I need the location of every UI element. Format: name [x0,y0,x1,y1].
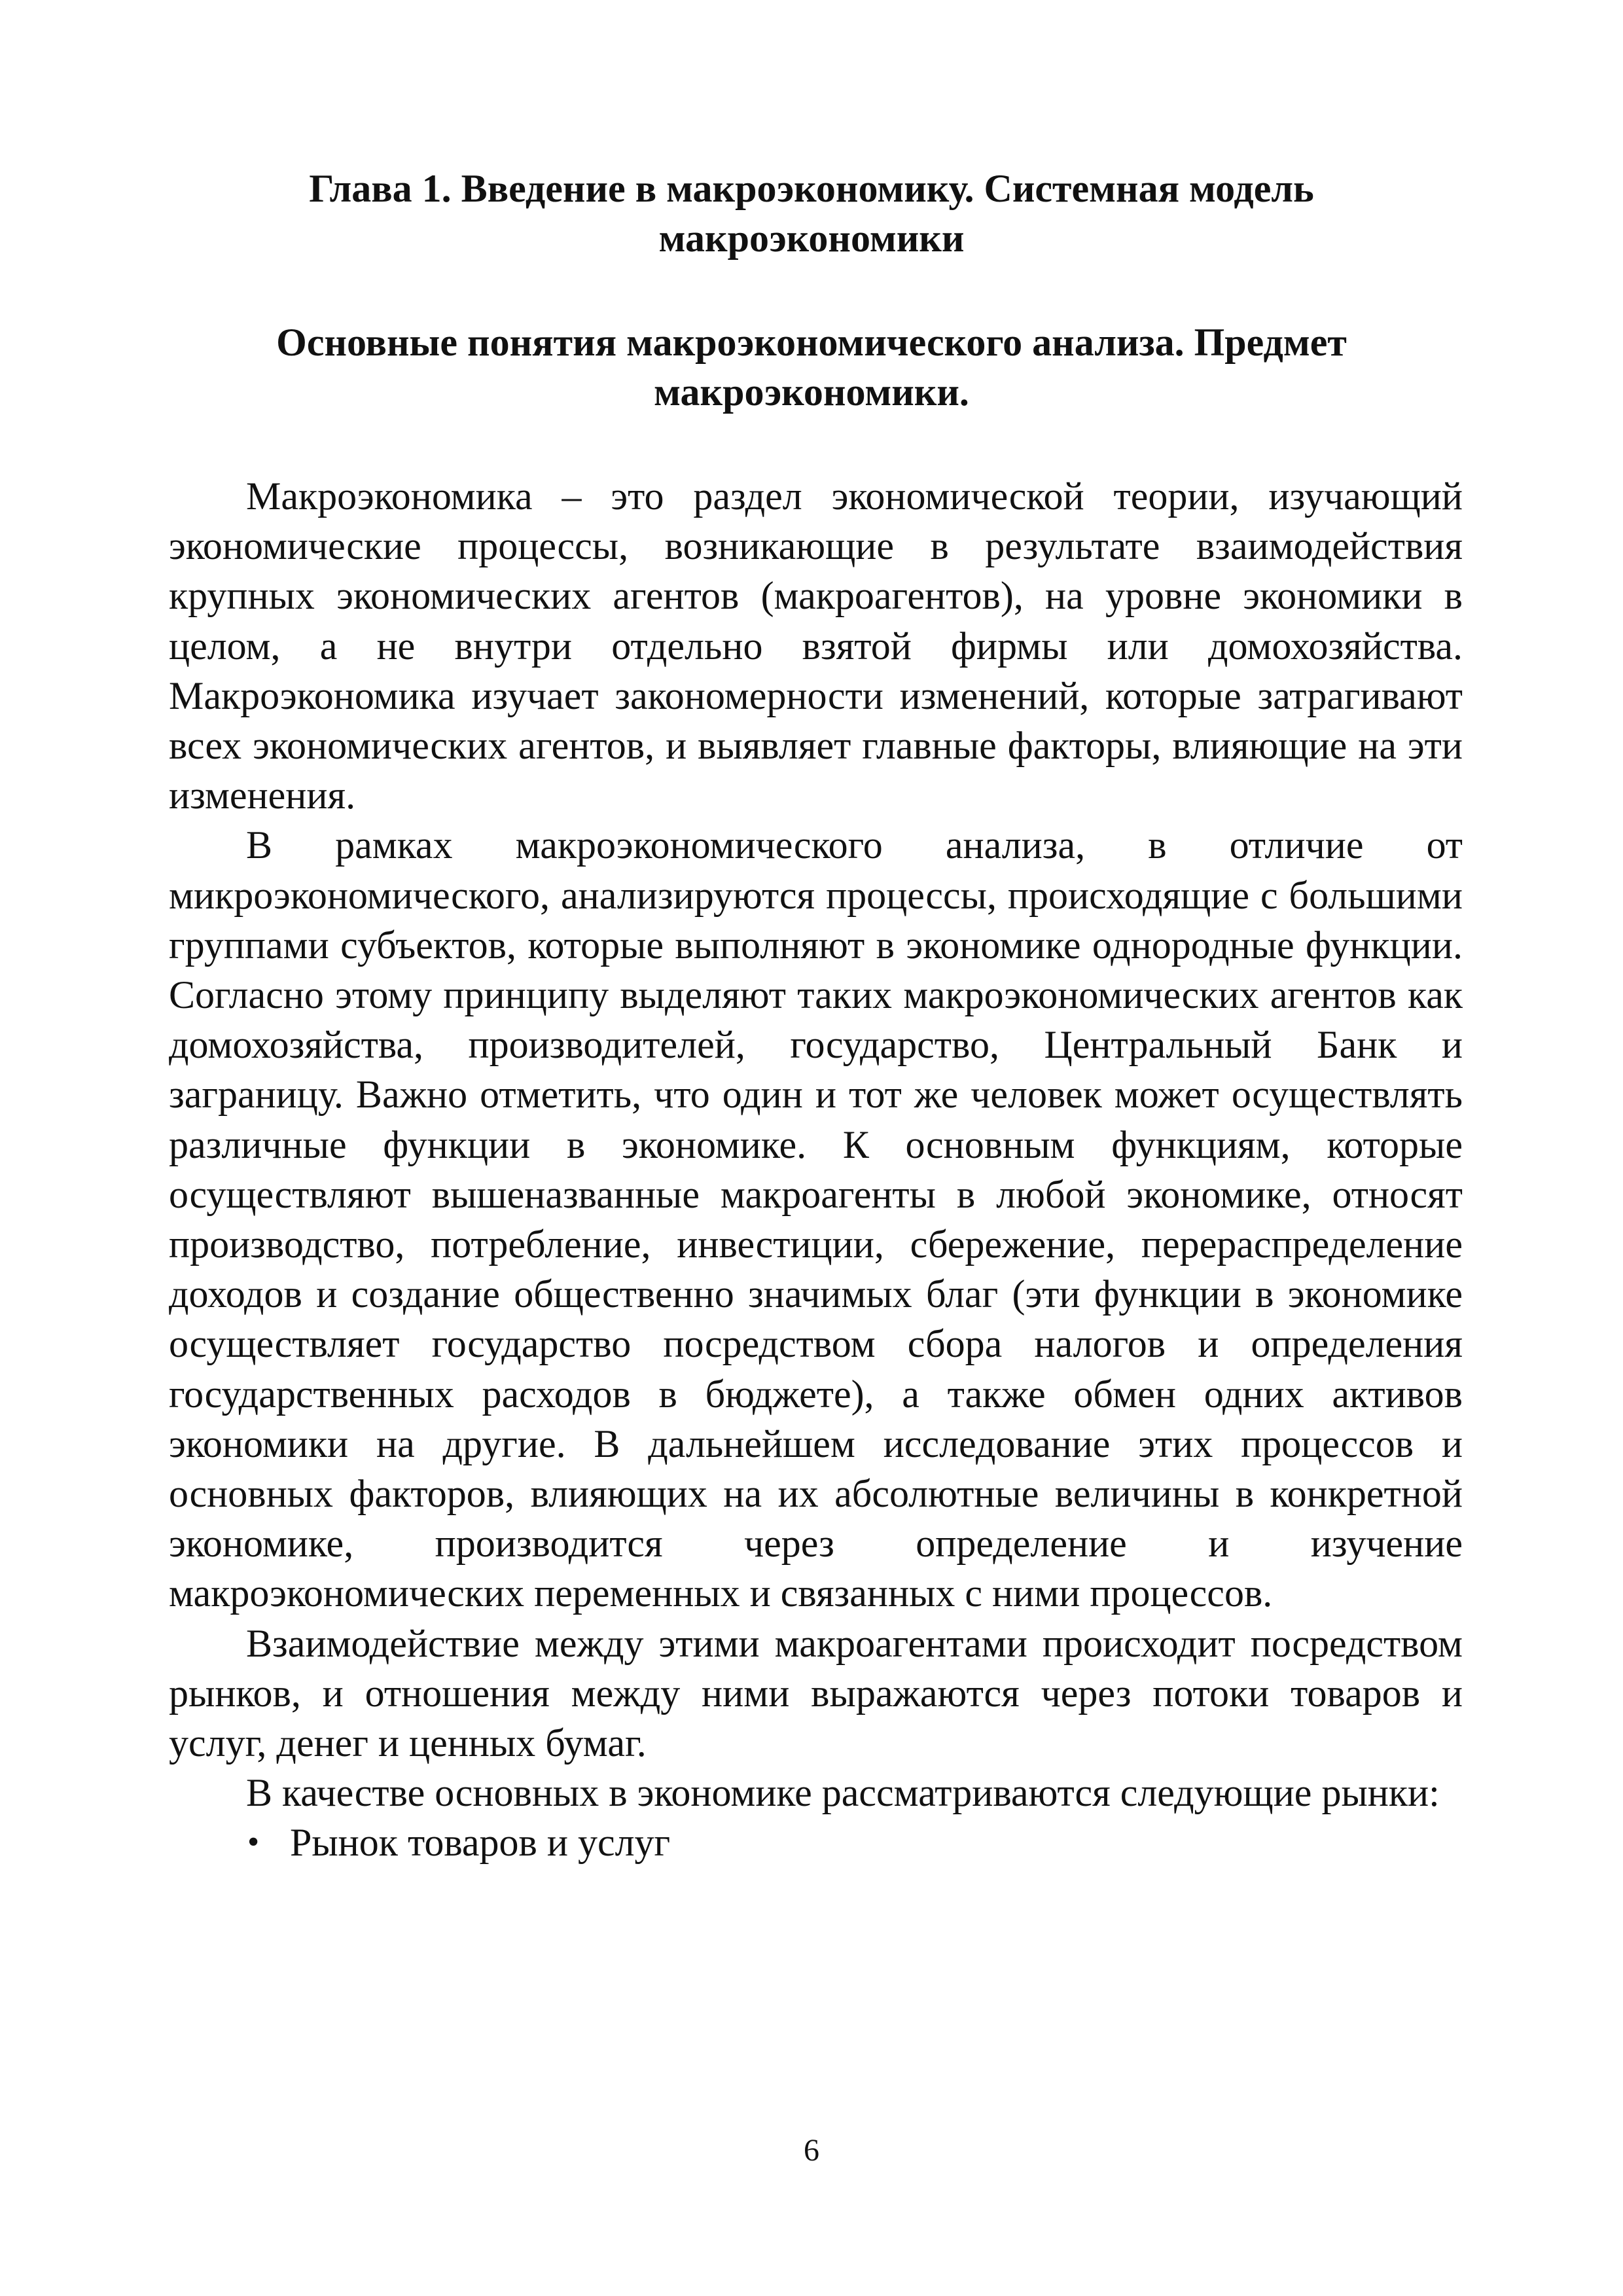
paragraph-markets-intro: В качестве основных в экономике рассматриваются следующие рынки: [246,1771,1440,1815]
paragraph-interaction: Взаимодействие между этими макроагентами происходит посредством рынков, и отношения между ними выражаются через потоки товаров и услуг, денег и ценных бумаг. [169,1621,1463,1765]
section-title: Основные понятия макроэкономического анализа. Предмет макроэкономики. [276,321,1347,414]
paragraph-macro-analysis: В рамках макроэкономического анализа, в отличие от микроэкономического, анализируются процессы, происходящие с большими группами субъектов, которые выполняют в экономике однородные функции. Согласно этому принципу выделяют таких макроэкономических агентов как домохозяйства, производителей, государство, Центральный Банк и заграницу. Важно отметить, что один и тот же человек может осуществлять различные функции в экономике. К основным функциям, которые осуществляют вышеназванные макроагенты в любой экономике, относят производство, потребление, инвестиции, сбережение, перераспределение доходов и создание общественно значимых благ (эти функции в экономике осуществляет государство посредством сбора налогов и определения государственных расходов в бюджете), а также обмен одних активов экономики на другие. В дальнейшем исследование этих процессов и основных факторов, влияющих на их абсолютные величины в конкретной экономике, производится через определение и изучение макроэкономических переменных и связанных с ними процессов. [169,823,1463,1615]
list-item [169,1818,1463,1867]
chapter-title: Глава 1. Введение в макроэкономику. Системная модель макроэкономики [309,167,1314,260]
page-number: 6 [804,2133,819,2168]
paragraph-definition: Макроэкономика – это раздел экономической теории, изучающий экономические процессы, возникающие в результате взаимодействия крупных экономических агентов (макроагентов), на уровне экономики в целом, а не внутри отдельно взятой фирмы или домохозяйства. Макроэкономика изучает закономерности изменений, которые затрагивают всех экономических агентов, и выявляет главные факторы, влияющие на эти изменения. [169,475,1463,817]
list-item-text: Рынок товаров и услуг [290,1821,671,1865]
body-text [169,471,1463,1868]
bullet-icon: • [247,1823,260,1861]
markets-list [169,1818,1463,1867]
